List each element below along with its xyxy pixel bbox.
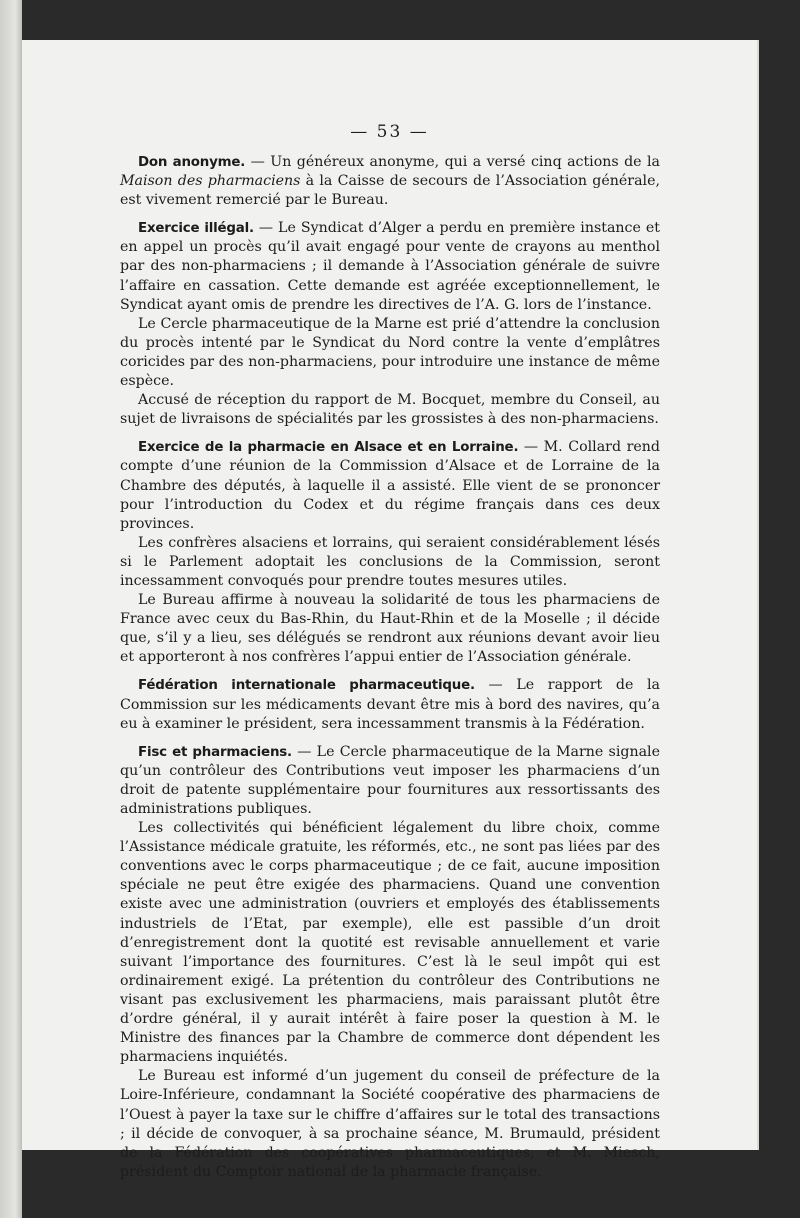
section-text: — Le Syndicat d’Alger a perdu en première instance et en appel un procès qu’il avait engagé pour vente de crayons au menthol par des non-pharmaciens ; il demande à l’Association générale de suivre l’affaire en cassation. Cette demande est agréée exceptionnellement, le Syndicat ayant omis de prendre les directives de l’A. G. lors de l’instance. (120, 220, 660, 313)
section-alsace-lorraine (120, 438, 660, 667)
section-paragraph: Le Cercle pharmaceutique de la Marne est prié d’attendre la conclusion du procès intenté par le Syndicat du Nord contre la vente d’emplâtres coricides par des non-pharmaciens, pour introduire une instance de même espèce. (120, 315, 660, 390)
section-paragraph (120, 676, 660, 733)
section-paragraph (120, 438, 660, 533)
section-heading: Fisc et pharmaciens. (138, 744, 292, 760)
section-text: — Un généreux anonyme, qui a versé cinq actions de la (250, 154, 661, 170)
section-paragraph: Les confrères alsaciens et lorrains, qui seraient considérablement lésés si le Parlement adoptait les conclusions de la Commission, seront incessamment convoqués pour prendre toutes mesures utiles. (120, 534, 660, 589)
section-fisc-pharmaciens (120, 743, 660, 1182)
section-don-anonyme (120, 153, 660, 210)
facing-page-edge (0, 0, 22, 1218)
section-paragraph (120, 153, 660, 210)
section-paragraph: Les collectivités qui bénéficient légalement du libre choix, comme l’Assistance médicale gratuite, les réformés, etc., ne sont pas liées par des conventions avec le corps pharmaceutique ; de ce fait, aucune imposition spéciale ne peut être exigée des pharmaciens. Quand une convention existe avec une administration (ouvriers et employés des établissements industriels de l’Etat, par exemple), elle est passible d’un droit d’enregistrement dont la quotité est revisable annuellement et varie suivant l’importance des fournitures. C’est là le seul impôt qui est ordinairement exigé. La prétention du contrôleur des Contributions ne visant pas exclusivement les pharmaciens, mais paraissant plutôt être d’ordre général, il y aurait intérêt à faire poser la question à M. le Ministre des finances par la Chambre de commerce dont dépendent les pharmaciens inquiétés. (120, 820, 660, 1066)
page-body (120, 153, 660, 1191)
section-text: — M. Collard rend compte d’une réunion de la Commission d’Alsace et de Lorraine de la Chambre des députés, à laquelle il a assisté. Elle vient de se prononcer pour l’introduction du Codex et du régime français dans ces deux provinces. (120, 439, 660, 532)
section-paragraph: Le Bureau est informé d’un jugement du conseil de préfecture de la Loire-Inférieure, condamnant la Société coopérative des pharmaciens de l’Ouest à payer la taxe sur le chiffre d’affaires sur le total des transactions ; il décide de convoquer, à sa prochaine séance, M. Brumauld, président de la Fédération des coopératives pharmaceutiques, et M. Miesch, président du Comptoir national de la pharmacie française. (120, 1068, 660, 1180)
section-exercice-illegal (120, 219, 660, 429)
section-heading: Fédération internationale pharmaceutique. (138, 678, 475, 694)
section-text: à la Caisse de secours de l’Association générale, est vivement remercié par le Bureau. (120, 173, 660, 209)
section-heading: Don anonyme. (138, 155, 246, 170)
page-number: — 53 — (350, 122, 429, 142)
section-heading: Exercice de la pharmacie en Alsace et en Lorraine. (138, 440, 519, 456)
section-paragraph (120, 219, 660, 314)
section-federation-internationale (120, 676, 660, 733)
section-heading: Exercice illégal. (138, 221, 254, 237)
section-paragraph (120, 743, 660, 819)
section-text: — Le Cercle pharmaceutique de la Marne signale qu’un contrôleur des Contributions veut imposer les pharmaciens d’un droit de patente supplémentaire pour fournitures aux ressortissants des administrations publiques. (120, 743, 660, 817)
book-page (22, 40, 757, 1180)
section-paragraph: Le Bureau affirme à nouveau la solidarité de tous les pharmaciens de France avec ceux du Bas-Rhin, du Haut-Rhin et de la Moselle ; il décide que, s’il y a lieu, ses délégués se rendront aux réunions devant avoir lieu et apporteront à nos confrères l’appui entier de l’Association générale. (120, 592, 660, 666)
section-text: — Le rapport de la Commission sur les médicaments devant être mis à bord des navires, qu’a eu à examiner le président, sera incessamment transmis à la Fédération. (120, 677, 660, 732)
section-paragraph: Accusé de réception du rapport de M. Bocquet, membre du Conseil, au sujet de livraisons de spécialités par les grossistes à des non-pharmaciens. (120, 392, 660, 428)
section-italic-text: Maison des pharmaciens (120, 173, 301, 190)
